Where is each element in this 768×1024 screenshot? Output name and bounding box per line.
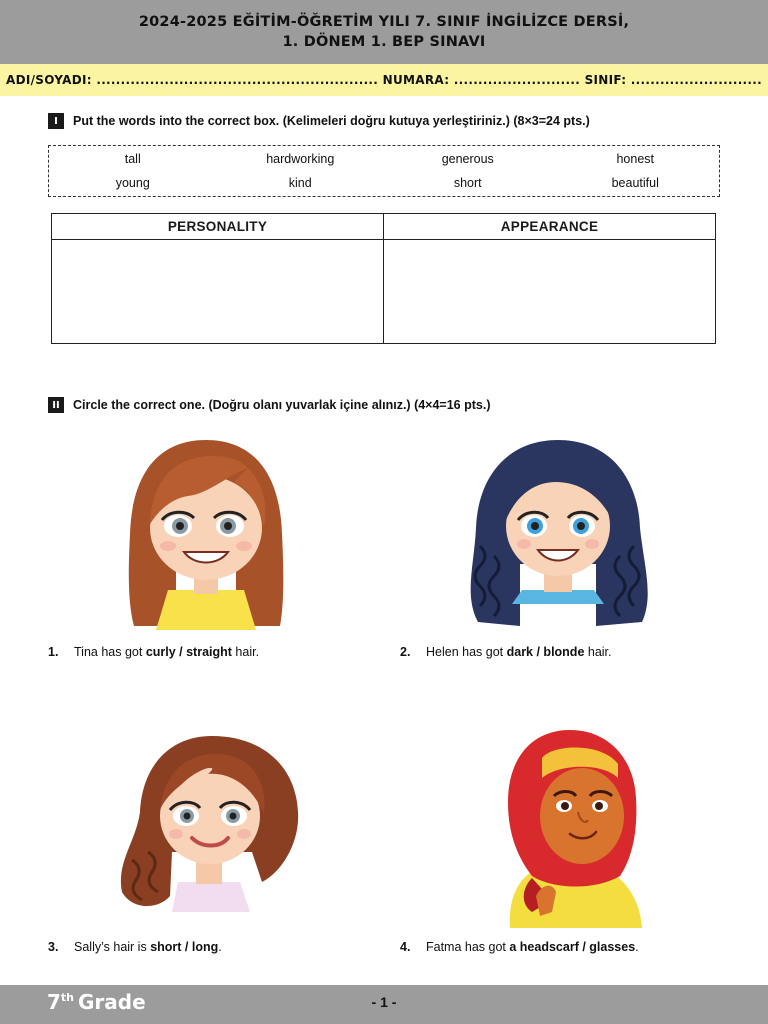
girl-wavy-hair-image [112,732,302,916]
grade-suffix: th [60,991,75,1005]
section-2-number: II [48,397,64,413]
girl-headscarf-image [492,728,648,930]
number-field[interactable]: NUMARA: .......................... [382,73,581,87]
grade-number: 7 [47,990,61,1014]
answer-options[interactable]: a headscarf / glasses [509,940,636,954]
question-number: 3. [48,940,59,954]
question-text-end: hair. [584,645,612,659]
question-text: Sally’s hair is [74,940,151,954]
girl-curly-hair-image [458,436,658,632]
sorting-table [51,213,716,344]
section-2-title [48,397,491,413]
question-text-end: . [635,940,639,954]
page-footer [0,985,768,1024]
question-1 [48,645,259,659]
personality-header: PERSONALITY [52,214,384,240]
appearance-header: APPEARANCE [384,214,716,240]
student-info-bar [0,64,768,96]
question-2 [400,645,612,659]
word-item[interactable]: generous [441,152,494,166]
word-item[interactable]: young [115,176,150,190]
question-number: 2. [400,645,411,659]
question-text: Tina has got [74,645,146,659]
word-item[interactable]: tall [124,152,141,166]
section-1-number: I [48,113,64,129]
exam-header [0,0,768,64]
question-number: 4. [400,940,411,954]
name-field[interactable]: ADI/SOYADI: .......................................................... [6,73,379,87]
question-number: 1. [48,645,59,659]
answer-options[interactable]: short / long [150,940,219,954]
word-item[interactable]: hardworking [266,152,335,166]
question-3 [48,940,222,954]
section-2-instruction: Circle the correct one. (Doğru olanı yuvarlak içine alınız.) (4×4=16 pts.) [73,398,491,412]
question-text: Fatma has got [426,940,510,954]
question-text-end: . [218,940,222,954]
appearance-answer-cell[interactable] [384,240,716,344]
class-field[interactable]: SINIF: ........................... [584,73,762,87]
exam-title-line-1: 2024-2025 EĞİTİM-ÖĞRETİM YILI 7. SINIF İNGİLİZCE DERSİ, [138,14,630,30]
answer-options[interactable]: curly / straight [145,645,232,659]
girl-straight-hair-image [118,434,294,630]
question-text-end: hair. [231,645,260,659]
word-item[interactable]: beautiful [611,176,659,190]
section-1-instruction: Put the words into the correct box. (Kelimeleri doğru kutuya yerleştiriniz.) (8×3=24 pts.) [73,114,590,128]
question-4 [400,940,639,954]
exam-title-line-2: 1. DÖNEM 1. BEP SINAVI [282,34,486,50]
section-1-title [48,113,590,129]
word-item[interactable]: kind [288,176,312,190]
word-item[interactable]: short [453,176,482,190]
personality-answer-cell[interactable] [52,240,384,344]
grade-word: Grade [78,990,146,1014]
word-item[interactable]: honest [616,152,655,166]
question-text: Helen has got [426,645,507,659]
answer-options[interactable]: dark / blonde [506,645,585,659]
page-number: - 1 - [371,994,397,1010]
word-bank [48,145,720,197]
